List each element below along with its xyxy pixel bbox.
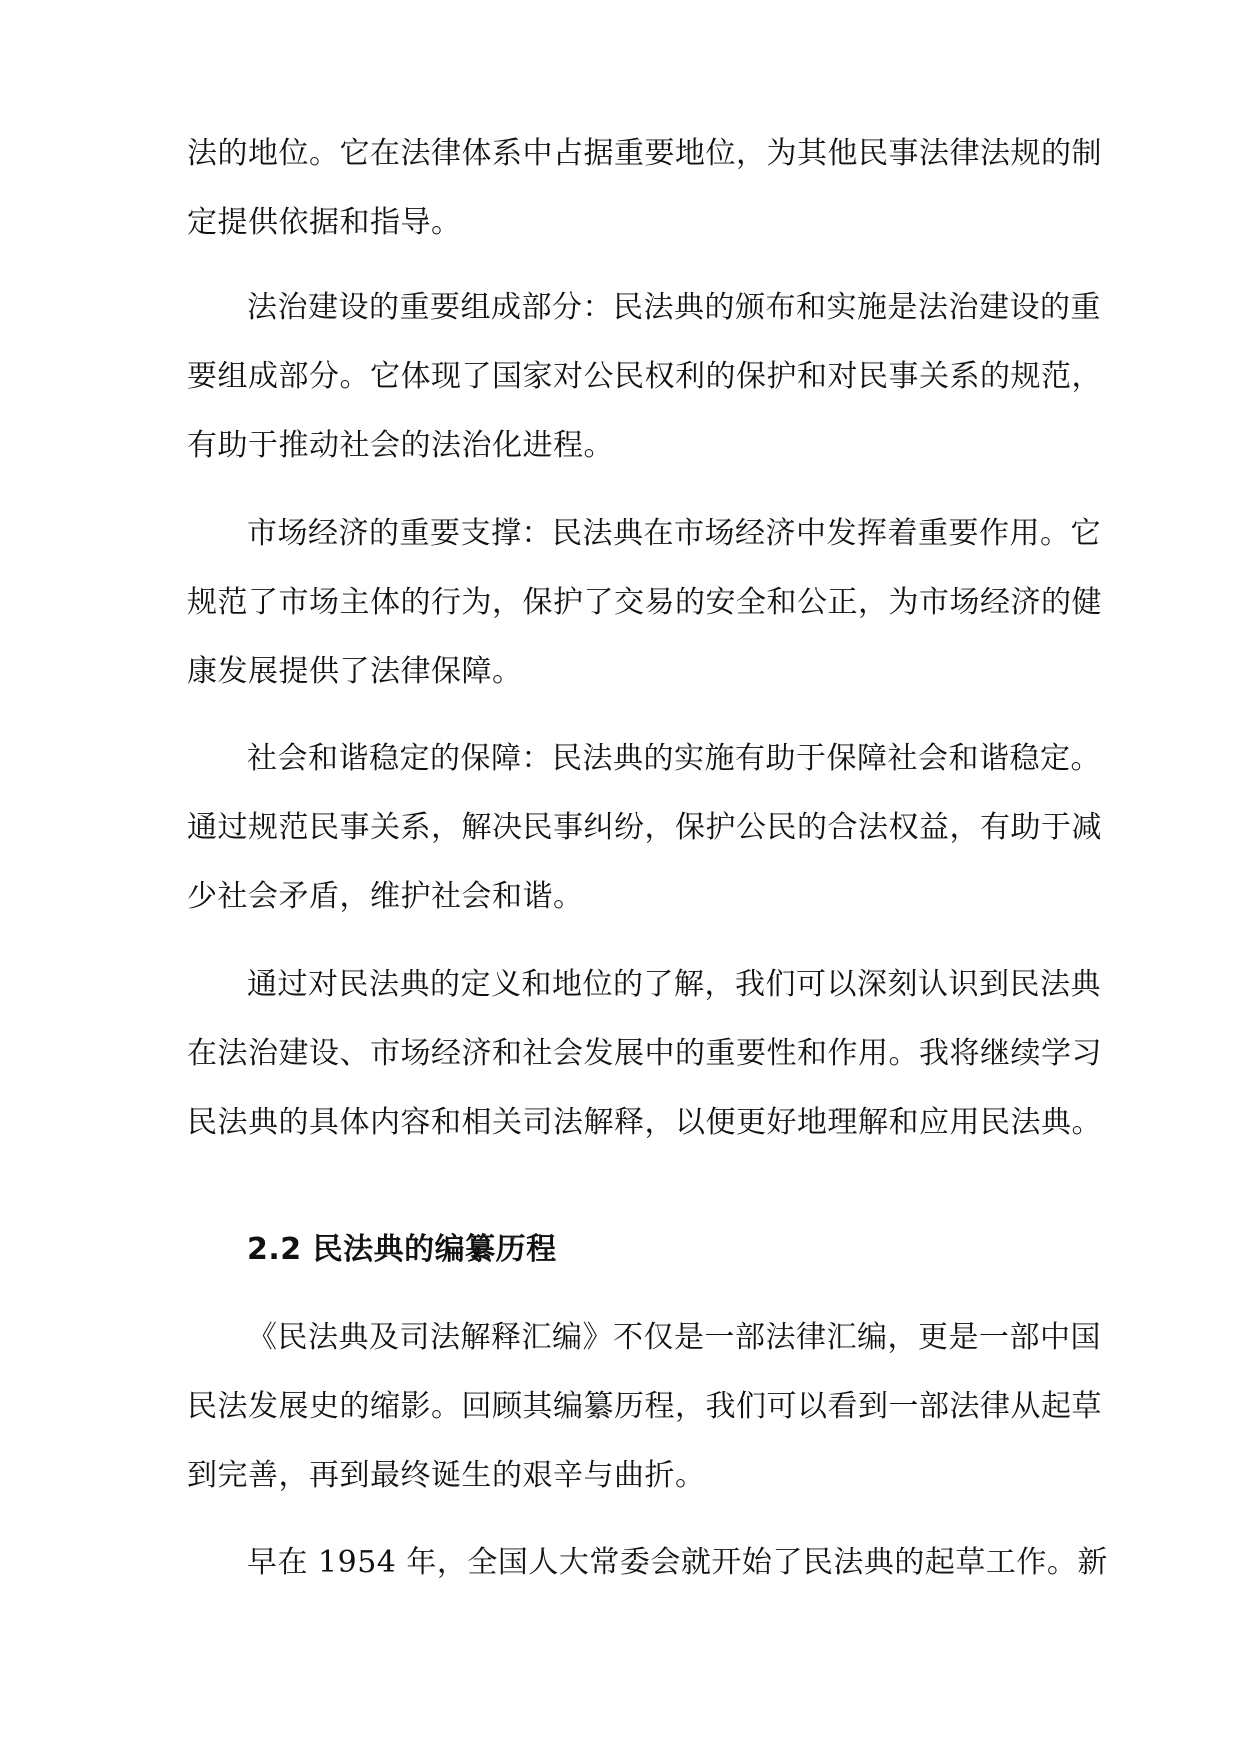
- text-line: 《民法典及司法解释汇编》不仅是一部法律汇编，更是一部中国: [247, 1320, 1101, 1355]
- text-line: 市场经济的重要支撑：民法典在市场经济中发挥着重要作用。它: [247, 516, 1101, 551]
- text-line: 要组成部分。它体现了国家对公民权利的保护和对民事关系的规范，: [187, 359, 1102, 394]
- text-line: 规范了市场主体的行为，保护了交易的安全和公正，为市场经济的健: [187, 585, 1102, 620]
- text-line: 有助于推动社会的法治化进程。: [187, 428, 614, 463]
- text-line: 法的地位。它在法律体系中占据重要地位，为其他民事法律法规的制: [187, 136, 1102, 171]
- section-heading: 2.2 民法典的编纂历程: [247, 1232, 557, 1267]
- text-line: 早在 1954 年，全国人大常委会就开始了民法典的起草工作。新: [247, 1545, 1108, 1580]
- text-line: 在法治建设、市场经济和社会发展中的重要性和作用。我将继续学习: [187, 1036, 1102, 1071]
- text-line: 民法发展史的缩影。回顾其编纂历程，我们可以看到一部法律从起草: [187, 1389, 1102, 1424]
- text-line: 社会和谐稳定的保障：民法典的实施有助于保障社会和谐稳定。: [247, 741, 1101, 776]
- text-line: 通过规范民事关系，解决民事纠纷，保护公民的合法权益，有助于减: [187, 810, 1102, 845]
- text-line: 法治建设的重要组成部分：民法典的颁布和实施是法治建设的重: [247, 290, 1101, 325]
- text-line: 民法典的具体内容和相关司法解释，以便更好地理解和应用民法典。: [187, 1105, 1102, 1140]
- text-line: 到完善，再到最终诞生的艰辛与曲折。: [187, 1458, 706, 1493]
- text-line: 少社会矛盾，维护社会和谐。: [187, 879, 584, 914]
- text-line: 定提供依据和指导。: [187, 205, 462, 240]
- text-line: 通过对民法典的定义和地位的了解，我们可以深刻认识到民法典: [247, 967, 1101, 1002]
- text-line: 康发展提供了法律保障。: [187, 654, 523, 689]
